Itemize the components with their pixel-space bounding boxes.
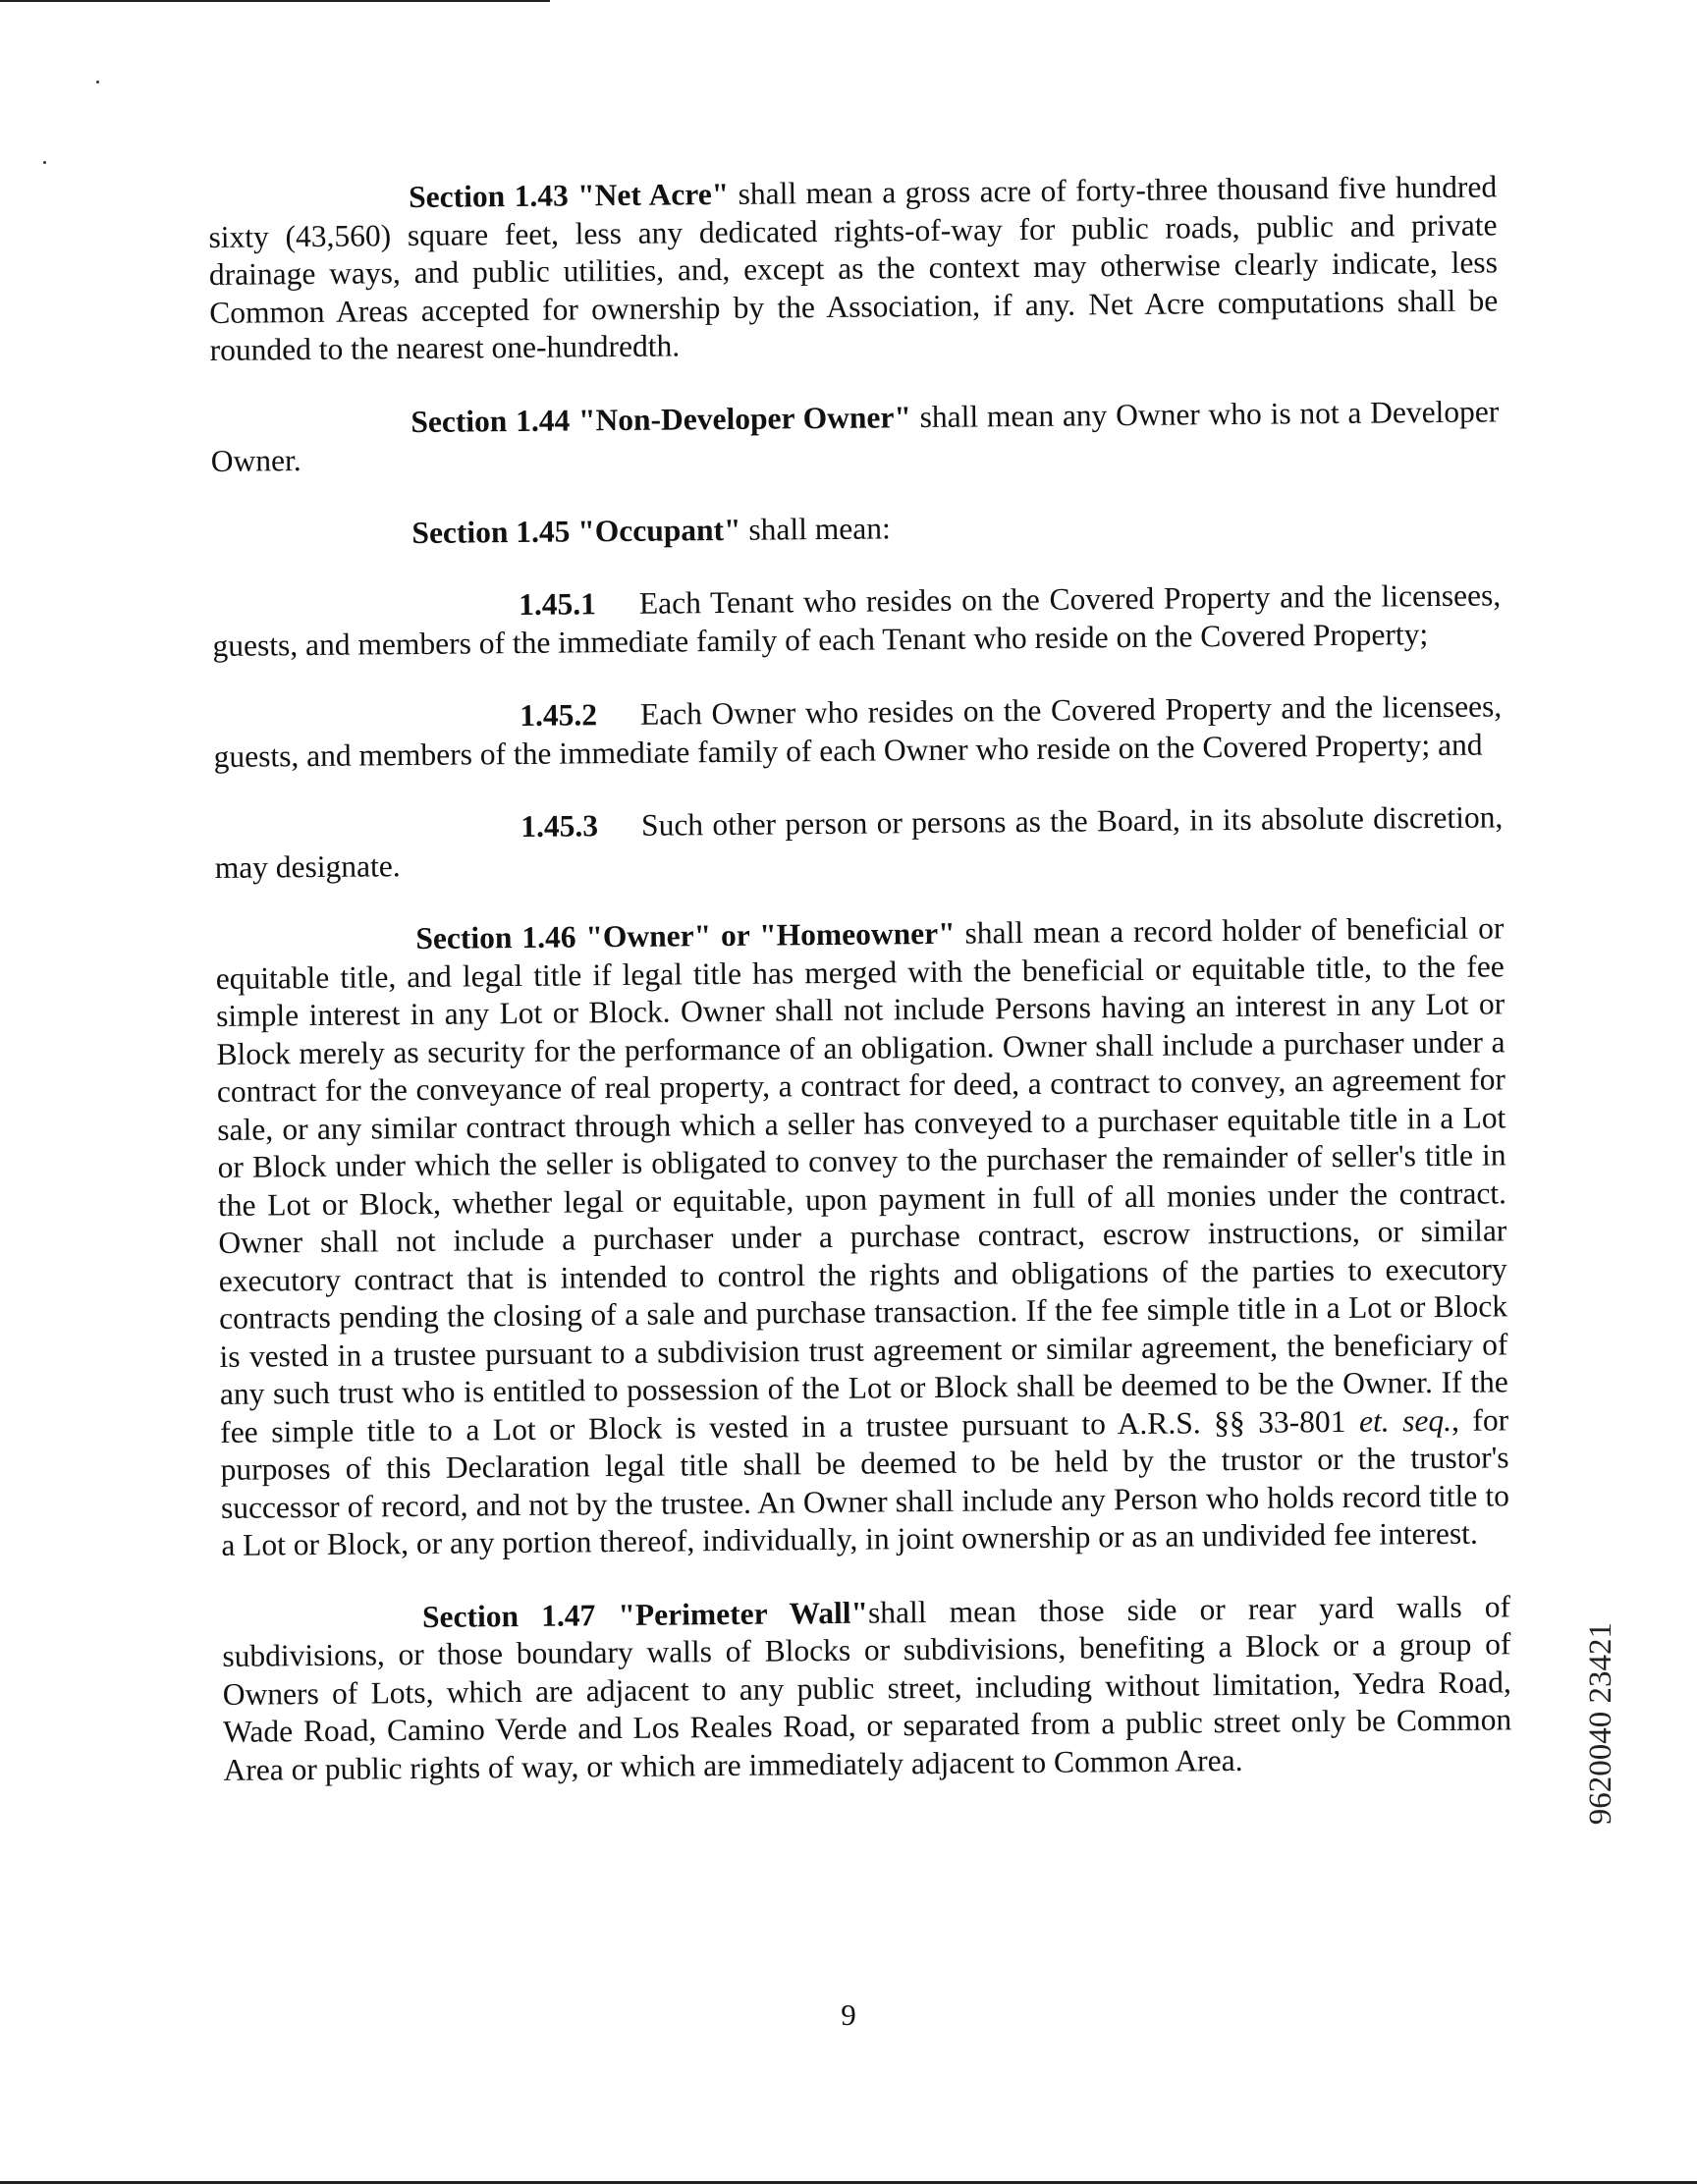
section-text: shall mean a gross acre of forty-three thousand five hundred sixty (43,560) square feet, less any dedicated rights-of-way for public roads, public and private drainage ways, and public utilities, and, except as the context may otherwise clearly indicate, less Common Areas accepted for ownership by the Association, if any. Net Acre computations shall be rounded to the nearest one-hundredth. [208,169,1499,367]
subsection-1-45-3 [214,798,1504,887]
defined-term: "Net Acre" [577,176,730,213]
page-number: 9 [841,1997,856,2032]
section-text: shall mean any Owner who is not a Developer Owner. [210,393,1500,478]
latin-abbreviation: et. seq. [1358,1402,1452,1439]
defined-term: "Owner" or "Homeowner" [585,915,956,955]
subsection-number: 1.45.1 [518,586,597,622]
subsection-text: Each Tenant who resides on the Covered Property and the licensees, guests, and members of the immediate family of each Tenant who reside on the Covered Property; [212,577,1502,663]
section-text-continued: , for purposes of this Declaration legal title shall be deemed to be held by the trustor or the trustor's successor of record, and not by the trustee. An Owner shall include any Person who holds record title to a Lot or Block, or any portion thereof, individually, in joint ownership or as an undivided fee interest. [220,1401,1510,1562]
section-number: Section 1.43 [409,178,569,215]
subsection-1-45-1 [212,576,1502,665]
section-number: Section 1.44 [411,402,571,439]
scan-speck [96,81,99,83]
section-number: Section 1.45 [411,513,571,550]
defined-term: "Occupant" [577,512,741,548]
defined-term: "Perimeter Wall" [618,1595,869,1632]
section-1-46 [215,909,1509,1564]
section-1-45 [211,504,1500,554]
section-1-43 [208,168,1499,369]
scan-top-edge [0,0,550,2]
recording-number-stamp: 9620040 23421 [1583,1622,1618,1826]
subsection-1-45-2 [213,687,1503,776]
subsection-text: Such other person or persons as the Board, in its absolute discretion, may designate. [214,799,1504,885]
defined-term: "Non-Developer Owner" [577,399,912,437]
section-text: shall mean a record holder of beneficial or equitable title, and legal title if legal title has merged with the beneficial or equitable title, to the fee simple interest in any Lot or Block. Owner shall not include Persons having an interest in any Lot or Block merely as security for the performance of an obligation. Owner shall include a purchaser under a contract for the conveyance of real property, a contract for deed, a contract to convey, an agreement for sale, or any similar contract through which a seller has conveyed to a purchaser equitable title in a Lot or Block under which the seller is obligated to convey to the purchaser the remainder of seller's title in the Lot or Block, whether legal or equitable, upon payment in full of all monies under the contract. Owner shall not include a purchaser under a purchase contract, escrow instructions, or similar executory contract that is intended to control the rights and obligations of the parties to executory contracts pending the closing of a sale and purchase transaction. If the fee simple title in a Lot or Block is vested in a trustee pursuant to a subdivision trust agreement or similar agreement, the beneficiary of any such trust who is entitled to possession of the Lot or Block shall be deemed to be the Owner. If the fee simple title to a Lot or Block is vested in a trustee pursuant to A.R.S. §§ 33-801 [215,910,1508,1449]
subsection-number: 1.45.3 [520,808,599,844]
section-number: Section 1.47 [421,1597,596,1634]
scan-speck [43,161,46,164]
document-body [208,168,1512,1825]
section-number: Section 1.46 [415,919,576,956]
subsection-text: Each Owner who resides on the Covered Property and the licensees, guests, and members of the immediate family of each Owner who reside on the Covered Property; and [213,688,1503,774]
section-text: shall mean those side or rear yard walls of subdivisions, or those boundary walls of Blocks or subdivisions, benefiting a Block or a group of Owners of Lots, which are adjacent to any public street, including without limitation, Yedra Road, Wade Road, Camino Verde and Los Reales Road, or separated from a public street only be Common Area or public rights of way, or which are immediately adjacent to Common Area. [222,1588,1512,1787]
section-1-44 [210,393,1500,481]
subsection-number: 1.45.2 [520,697,598,733]
section-text: shall mean: [740,510,891,547]
section-1-47 [222,1588,1512,1789]
